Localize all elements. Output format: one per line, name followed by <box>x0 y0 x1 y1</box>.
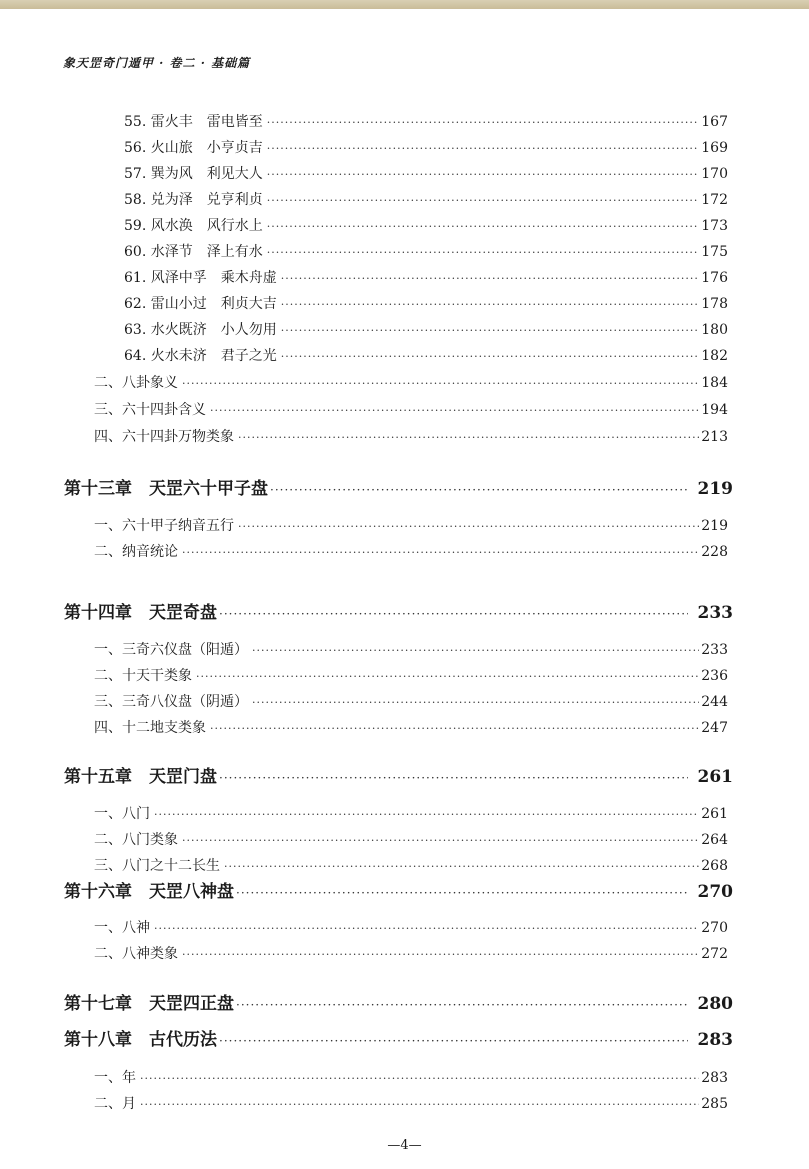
toc-entry-page: 178 <box>701 296 728 312</box>
dot-leader <box>224 857 699 877</box>
toc-entry-page: 167 <box>701 114 728 130</box>
toc-entry-title: 一、六十甲子纳音五行 <box>94 518 234 534</box>
dot-leader <box>210 719 699 739</box>
toc-entry-page: 244 <box>701 694 728 710</box>
toc-entry-title: 一、八神 <box>94 920 150 936</box>
toc-entry-page: 283 <box>701 1070 728 1086</box>
dot-leader <box>252 693 699 713</box>
dot-leader <box>267 113 700 133</box>
toc-entry-60[interactable] <box>124 242 728 263</box>
dot-leader <box>238 428 699 448</box>
toc-entry-title: 59. 风水涣 风行水上 <box>124 218 263 234</box>
toc-entry-page: 194 <box>701 402 728 418</box>
toc-entry-title: 58. 兑为泽 兑亨利贞 <box>124 192 263 208</box>
toc-entry-page: 213 <box>701 429 728 445</box>
toc-entry-56[interactable] <box>124 138 728 159</box>
toc-section-nian[interactable] <box>94 1068 728 1089</box>
toc-entry-page: 182 <box>701 348 728 364</box>
toc-entry-page: 184 <box>701 375 728 391</box>
chapter-page: 270 <box>697 882 733 902</box>
toc-entry-62[interactable] <box>124 294 728 315</box>
toc-entry-title: 55. 雷火丰 雷电皆至 <box>124 114 263 130</box>
toc-entry-title: 一、三奇六仪盘（阳遁） <box>94 642 248 658</box>
toc-entry-title: 57. 巽为风 利见大人 <box>124 166 263 182</box>
toc-section-nayin-tonglun[interactable] <box>94 542 728 563</box>
dot-leader <box>154 805 699 825</box>
dot-leader <box>219 604 688 624</box>
toc-entry-title: 四、十二地支类象 <box>94 720 206 736</box>
toc-entry-title: 二、十天干类象 <box>94 668 192 684</box>
chapter-page: 280 <box>697 994 733 1014</box>
toc-entry-page: 228 <box>701 544 728 560</box>
dot-leader <box>140 1069 699 1089</box>
toc-section-bamen-leixiang[interactable] <box>94 830 728 851</box>
toc-entry-title: 二、月 <box>94 1096 136 1112</box>
toc-section-shitiangan[interactable] <box>94 666 728 687</box>
toc-chapter-15[interactable] <box>64 767 733 788</box>
toc-entry-page: 270 <box>701 920 728 936</box>
toc-entry-page: 175 <box>701 244 728 260</box>
toc-chapter-13[interactable] <box>64 479 733 500</box>
toc-entry-63[interactable] <box>124 320 728 341</box>
toc-entry-title: 56. 火山旅 小亨贞吉 <box>124 140 263 156</box>
dot-leader <box>182 374 699 394</box>
toc-entry-page: 170 <box>701 166 728 182</box>
chapter-title: 第十五章 天罡门盘 <box>64 767 217 787</box>
chapter-title: 第十六章 天罡八神盘 <box>64 882 234 902</box>
toc-entry-title: 二、八门类象 <box>94 832 178 848</box>
chapter-title: 第十四章 天罡奇盘 <box>64 603 217 623</box>
toc-entry-57[interactable] <box>124 164 728 185</box>
toc-entry-55[interactable] <box>124 112 728 133</box>
toc-entry-61[interactable] <box>124 268 728 289</box>
toc-entry-title: 64. 火水未济 君子之光 <box>124 348 277 364</box>
dot-leader <box>236 995 688 1015</box>
toc-section-bagua-xiangyi[interactable] <box>94 373 728 394</box>
dot-leader <box>182 831 699 851</box>
toc-section-bamen[interactable] <box>94 804 728 825</box>
dot-leader <box>281 321 700 341</box>
toc-entry-page: 180 <box>701 322 728 338</box>
toc-section-64gua-hanyi[interactable] <box>94 400 728 421</box>
toc-entry-title: 三、八门之十二长生 <box>94 858 220 874</box>
toc-entry-title: 62. 雷山小过 利贞大吉 <box>124 296 277 312</box>
toc-section-64gua-leixiang[interactable] <box>94 427 728 448</box>
toc-chapter-18[interactable] <box>64 1030 733 1051</box>
toc-section-sanqi-bayi[interactable] <box>94 692 728 713</box>
toc-entry-title: 一、八门 <box>94 806 150 822</box>
chapter-title: 第十八章 古代历法 <box>64 1030 217 1050</box>
dot-leader <box>267 139 700 159</box>
toc-entry-title: 63. 水火既济 小人勿用 <box>124 322 277 338</box>
dot-leader <box>140 1095 699 1115</box>
chapter-page: 233 <box>697 603 733 623</box>
toc-entry-page: 285 <box>701 1096 728 1112</box>
toc-entry-title: 二、八卦象义 <box>94 375 178 391</box>
dot-leader <box>210 401 699 421</box>
dot-leader <box>270 480 688 500</box>
dot-leader <box>238 517 699 537</box>
chapter-title: 第十七章 天罡四正盘 <box>64 994 234 1014</box>
dot-leader <box>267 217 700 237</box>
toc-section-liushi-jiazi[interactable] <box>94 516 728 537</box>
dot-leader <box>236 883 688 903</box>
dot-leader <box>219 768 688 788</box>
toc-section-yue[interactable] <box>94 1094 728 1115</box>
toc-entry-page: 264 <box>701 832 728 848</box>
toc-entry-title: 二、八神类象 <box>94 946 178 962</box>
chapter-title: 第十三章 天罡六十甲子盘 <box>64 479 268 499</box>
toc-entry-page: 219 <box>701 518 728 534</box>
dot-leader <box>281 347 700 367</box>
dot-leader <box>252 641 699 661</box>
toc-entry-page: 233 <box>701 642 728 658</box>
toc-section-bashen[interactable] <box>94 918 728 939</box>
dot-leader <box>281 295 700 315</box>
toc-entry-title: 四、六十四卦万物类象 <box>94 429 234 445</box>
dot-leader <box>267 243 700 263</box>
toc-entry-page: 176 <box>701 270 728 286</box>
dot-leader <box>267 191 700 211</box>
toc-chapter-14[interactable] <box>64 603 733 624</box>
dot-leader <box>182 945 699 965</box>
toc-entry-page: 236 <box>701 668 728 684</box>
toc-entry-page: 169 <box>701 140 728 156</box>
dot-leader <box>154 919 699 939</box>
dot-leader <box>219 1031 688 1051</box>
toc-entry-title: 60. 水泽节 泽上有水 <box>124 244 263 260</box>
dot-leader <box>182 543 699 563</box>
toc-entry-58[interactable] <box>124 190 728 211</box>
toc-entry-title: 二、纳音统论 <box>94 544 178 560</box>
toc-entry-page: 261 <box>701 806 728 822</box>
toc-entry-title: 61. 风泽中孚 乘木舟虚 <box>124 270 277 286</box>
running-header: 象天罡奇门遁甲 · 卷二 · 基础篇 <box>63 56 251 70</box>
toc-section-bamen-changsheng[interactable] <box>94 856 728 877</box>
chapter-page: 219 <box>697 479 733 499</box>
dot-leader <box>267 165 700 185</box>
dot-leader <box>196 667 699 687</box>
toc-entry-title: 三、三奇八仪盘（阴遁） <box>94 694 248 710</box>
toc-entry-page: 268 <box>701 858 728 874</box>
toc-section-bashen-leixiang[interactable] <box>94 944 728 965</box>
chapter-page: 261 <box>697 767 733 787</box>
dot-leader <box>281 269 700 289</box>
toc-chapter-16[interactable] <box>64 882 733 903</box>
toc-chapter-17[interactable] <box>64 994 733 1015</box>
toc-entry-page: 272 <box>701 946 728 962</box>
toc-entry-64[interactable] <box>124 346 728 367</box>
toc-section-sanqi-liuyi[interactable] <box>94 640 728 661</box>
toc-entry-page: 172 <box>701 192 728 208</box>
page-number: —4— <box>387 1138 422 1153</box>
toc-entry-59[interactable] <box>124 216 728 237</box>
toc-section-shier-dizhi[interactable] <box>94 718 728 739</box>
toc-entry-page: 247 <box>701 720 728 736</box>
chapter-page: 283 <box>697 1030 733 1050</box>
toc-entry-page: 173 <box>701 218 728 234</box>
toc-entry-title: 一、年 <box>94 1070 136 1086</box>
toc-entry-title: 三、六十四卦含义 <box>94 402 206 418</box>
